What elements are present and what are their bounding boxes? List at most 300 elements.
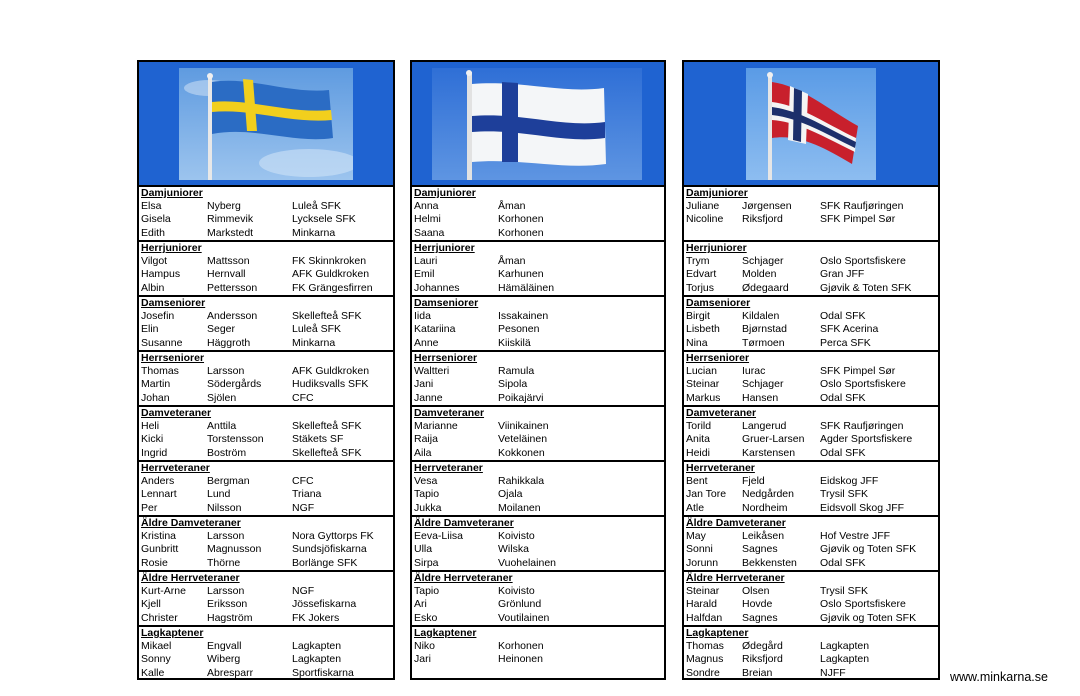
section-title: Äldre Damveteraner [686, 517, 786, 529]
participant-row [412, 598, 664, 611]
last-name: Sjölen [207, 391, 237, 404]
first-name: Janne [414, 391, 443, 404]
participant-row [139, 543, 393, 556]
last-name: Nyberg [207, 200, 241, 212]
section-title: Damveteraner [414, 407, 485, 419]
participant-row [139, 392, 393, 405]
club-name: SFK Pimpel Sør [820, 213, 896, 226]
club-name: Hof Vestre JFF [820, 530, 891, 542]
section-title: Damjuniorer [414, 187, 476, 199]
last-name: Ødegård [742, 640, 783, 652]
last-name: Viinikainen [498, 420, 549, 432]
section-title: Äldre Herrveteraner [686, 572, 785, 584]
last-name: Hovde [742, 598, 773, 611]
first-name: Josefin [141, 310, 175, 322]
club-name: Lycksele SFK [292, 213, 356, 226]
last-name: Åman [498, 255, 526, 267]
club-name: Minkarna [292, 336, 336, 349]
participant-row [684, 598, 938, 611]
first-name: Magnus [686, 653, 724, 666]
club-name: Sundsjöfiskarna [292, 543, 367, 556]
last-name: Hagström [207, 611, 253, 624]
last-name: Rahikkala [498, 475, 545, 487]
first-name: Johan [141, 391, 170, 404]
club-name: CFC [292, 475, 314, 487]
participant-row [684, 392, 938, 405]
club-name: Gjøvik og Toten SFK [820, 611, 917, 624]
first-name: Esko [414, 611, 438, 624]
first-name: Anders [141, 475, 175, 487]
club-name: Agder Sportsfiskere [820, 433, 913, 446]
last-name: Larsson [207, 365, 245, 377]
first-name: May [686, 530, 706, 542]
first-name: Tapio [414, 585, 440, 597]
roster-section [684, 352, 938, 407]
norway-flag-icon [746, 68, 876, 180]
roster-section [684, 572, 938, 627]
first-name: Hampus [141, 268, 181, 281]
roster-section [412, 297, 664, 352]
participant-row [139, 310, 393, 323]
section-title: Lagkaptener [414, 627, 477, 639]
first-name: Sondre [686, 666, 720, 679]
participant-row [139, 323, 393, 336]
section-title: Lagkaptener [686, 627, 749, 639]
club-name: FK Grängesfirren [292, 281, 373, 294]
roster-section [412, 407, 664, 462]
first-name: Kalle [141, 666, 165, 679]
first-name: Sonni [686, 543, 713, 556]
last-name: Sagnes [742, 611, 778, 624]
participant-row [139, 667, 393, 680]
first-name: Gisela [141, 213, 171, 226]
first-name: Elin [141, 323, 159, 336]
club-name: Skellefteå SFK [292, 420, 362, 432]
roster-sections [412, 187, 664, 678]
first-name: Jani [414, 378, 434, 391]
participant-row [139, 557, 393, 570]
participant-row [684, 200, 938, 213]
last-name: Ramula [498, 365, 535, 377]
first-name: Kicki [141, 433, 164, 446]
first-name: Anne [414, 336, 439, 349]
last-name: Boström [207, 446, 247, 459]
flag-panel-norway [684, 62, 938, 187]
first-name: Ulla [414, 543, 433, 556]
first-name: Steinar [686, 378, 720, 391]
last-name: Issakainen [498, 310, 549, 322]
participant-row [412, 420, 664, 433]
last-name: Karstensen [742, 446, 796, 459]
first-name: Iida [414, 310, 431, 322]
club-name: Jössefiskarna [292, 598, 357, 611]
first-name: Jukka [414, 501, 442, 514]
site-url: www.minkarna.se [950, 670, 1048, 684]
last-name: Korhonen [498, 226, 544, 239]
last-name: Mattsson [207, 255, 250, 267]
first-name: Elsa [141, 200, 162, 212]
first-name: Lisbeth [686, 323, 720, 336]
participant-row [139, 200, 393, 213]
section-title: Damseniorer [141, 297, 206, 309]
section-title: Damjuniorer [141, 187, 203, 199]
club-name: AFK Guldkroken [292, 365, 370, 377]
roster-section [139, 242, 393, 297]
club-name: Odal SFK [820, 556, 866, 569]
participant-row [139, 420, 393, 433]
first-name: Edvart [686, 268, 717, 281]
first-name: Vesa [414, 475, 438, 487]
first-name: Niko [414, 640, 436, 652]
section-title: Lagkaptener [141, 627, 204, 639]
participant-row [412, 667, 664, 680]
roster-section [684, 242, 938, 297]
roster-section [412, 572, 664, 627]
participant-row [684, 667, 938, 680]
first-name: Sonny [141, 653, 171, 666]
last-name: Koivisto [498, 530, 535, 542]
roster-section [412, 517, 664, 572]
first-name: Gunbritt [141, 543, 179, 556]
participant-row [139, 598, 393, 611]
flag-panel-finland [412, 62, 664, 187]
roster-section [412, 352, 664, 407]
first-name: Torild [686, 420, 712, 432]
last-name: Veteläinen [498, 433, 548, 446]
first-name: Nicoline [686, 213, 724, 226]
sweden-flag-icon [179, 68, 353, 180]
first-name: Kjell [141, 598, 161, 611]
column-finland [410, 60, 666, 680]
participant-row [412, 282, 664, 295]
club-name: CFC [292, 391, 314, 404]
first-name: Thomas [686, 640, 724, 652]
participant-row [412, 378, 664, 391]
last-name: Seger [207, 323, 236, 336]
first-name: Torjus [686, 281, 715, 294]
first-name: Edith [141, 226, 165, 239]
first-name: Ari [414, 598, 427, 611]
club-name: SFK Pimpel Sør [820, 365, 896, 377]
participant-row [684, 337, 938, 350]
last-name: Olsen [742, 585, 770, 597]
section-title: Äldre Herrveteraner [141, 572, 240, 584]
club-name: Eidsvoll Skog JFF [820, 501, 905, 514]
last-name: Korhonen [498, 213, 544, 226]
roster-section [139, 572, 393, 627]
club-name: Luleå SFK [292, 200, 342, 212]
participant-row [684, 475, 938, 488]
participant-row [684, 310, 938, 323]
first-name: Nina [686, 336, 708, 349]
last-name: Koivisto [498, 585, 535, 597]
last-name: Pesonen [498, 323, 540, 336]
last-name: Anttila [207, 420, 237, 432]
club-name: Sportfiskarna [292, 666, 354, 679]
participant-row [684, 612, 938, 625]
first-name: Heidi [686, 446, 710, 459]
last-name: Jørgensen [742, 200, 792, 212]
participant-row [684, 585, 938, 598]
participant-row [139, 488, 393, 501]
first-name: Halfdan [686, 611, 723, 624]
section-title: Herrseniorer [686, 352, 750, 364]
team-roster-sheet [137, 60, 940, 680]
first-name: Heli [141, 420, 160, 432]
participant-row [412, 392, 664, 405]
first-name: Anita [686, 433, 710, 446]
last-name: Vuohelainen [498, 556, 556, 569]
roster-section [684, 627, 938, 682]
participant-row [139, 585, 393, 598]
participant-row [139, 447, 393, 460]
section-title: Damseniorer [414, 297, 479, 309]
last-name: Riksfjord [742, 653, 783, 666]
first-name: Lauri [414, 255, 438, 267]
participant-row [412, 543, 664, 556]
last-name: Breian [742, 666, 773, 679]
participant-row [684, 557, 938, 570]
last-name: Pettersson [207, 281, 258, 294]
last-name: Hämäläinen [498, 281, 555, 294]
participant-row [684, 530, 938, 543]
participant-row [684, 543, 938, 556]
participant-row [139, 282, 393, 295]
last-name: Ødegaard [742, 281, 789, 294]
participant-row [412, 365, 664, 378]
section-title: Herrseniorer [141, 352, 205, 364]
first-name: Raija [414, 433, 438, 446]
last-name: Poikajärvi [498, 391, 544, 404]
roster-section [684, 297, 938, 352]
section-title: Herrjuniorer [414, 242, 475, 254]
flag-panel-sweden [139, 62, 393, 187]
club-name: NGF [292, 501, 315, 514]
last-name: Korhonen [498, 640, 544, 652]
section-title: Herrjuniorer [141, 242, 202, 254]
section-title: Herrveteraner [141, 462, 210, 474]
roster-section [684, 517, 938, 572]
roster-section [684, 187, 938, 242]
club-name: Oslo Sportsfiskere [820, 378, 906, 391]
section-title: Damseniorer [686, 297, 751, 309]
participant-row [412, 612, 664, 625]
last-name: Torstensson [207, 433, 264, 446]
participant-row [684, 282, 938, 295]
club-name: Lagkapten [820, 653, 870, 666]
first-name: Albin [141, 281, 165, 294]
last-name: Abresparr [207, 666, 254, 679]
participant-row [412, 530, 664, 543]
participant-row [412, 585, 664, 598]
last-name: Iurac [742, 365, 766, 377]
last-name: Engvall [207, 640, 242, 652]
first-name: Emil [414, 268, 435, 281]
last-name: Nordheim [742, 501, 788, 514]
participant-row [412, 502, 664, 515]
club-name: Oslo Sportsfiskere [820, 255, 906, 267]
first-name: Juliane [686, 200, 720, 212]
first-name: Ingrid [141, 446, 168, 459]
last-name: Bergman [207, 475, 250, 487]
first-name: Bent [686, 475, 708, 487]
participant-row [684, 213, 938, 226]
first-name: Steinar [686, 585, 720, 597]
column-sweden [137, 60, 395, 680]
first-name: Kristina [141, 530, 177, 542]
first-name: Waltteri [414, 365, 450, 377]
roster-section [139, 627, 393, 682]
club-name: Perca SFK [820, 336, 871, 349]
participant-row [139, 213, 393, 226]
participant-row [684, 488, 938, 501]
participant-row [412, 447, 664, 460]
first-name: Eeva-Liisa [414, 530, 464, 542]
last-name: Gruer-Larsen [742, 433, 805, 446]
last-name: Nilsson [207, 501, 242, 514]
club-name: Odal SFK [820, 310, 866, 322]
first-name: Tapio [414, 488, 440, 501]
participant-row [139, 433, 393, 446]
participant-row [139, 268, 393, 281]
club-name: Borlänge SFK [292, 556, 358, 569]
first-name: Anna [414, 200, 439, 212]
participant-row [139, 255, 393, 268]
club-name: Skellefteå SFK [292, 310, 362, 322]
participant-row [139, 227, 393, 240]
first-name: Aila [414, 446, 432, 459]
last-name: Sipola [498, 378, 528, 391]
last-name: Rimmevik [207, 213, 254, 226]
participant-row [139, 612, 393, 625]
participant-row [139, 530, 393, 543]
first-name: Jorunn [686, 556, 719, 569]
club-name: Lagkapten [292, 653, 342, 666]
club-name: Stäkets SF [292, 433, 344, 446]
club-name: Odal SFK [820, 391, 866, 404]
last-name: Wilska [498, 543, 529, 556]
section-title: Damjuniorer [686, 187, 748, 199]
roster-section [139, 462, 393, 517]
section-title: Äldre Damveteraner [414, 517, 514, 529]
club-name: Luleå SFK [292, 323, 342, 336]
last-name: Södergårds [207, 378, 262, 391]
column-norway [682, 60, 940, 680]
first-name: Saana [414, 226, 445, 239]
club-name: AFK Guldkroken [292, 268, 370, 281]
club-name: Minkarna [292, 226, 336, 239]
first-name: Lennart [141, 488, 177, 501]
last-name: Hernvall [207, 268, 246, 281]
participant-row [684, 268, 938, 281]
club-name: FK Skinnkroken [292, 255, 367, 267]
section-title: Herrveteraner [414, 462, 483, 474]
first-name: Per [141, 501, 158, 514]
last-name: Eriksson [207, 598, 248, 611]
participant-row [412, 268, 664, 281]
last-name: Grönlund [498, 598, 542, 611]
club-name: SFK Raufjøringen [820, 420, 904, 432]
roster-sections [139, 187, 393, 678]
finland-flag-icon [432, 68, 642, 180]
last-name: Larsson [207, 585, 245, 597]
participant-row [684, 420, 938, 433]
participant-row [139, 378, 393, 391]
roster-section [684, 462, 938, 517]
last-name: Ojala [498, 488, 523, 501]
participant-row [684, 433, 938, 446]
last-name: Heinonen [498, 653, 543, 666]
last-name: Voutilainen [498, 611, 550, 624]
last-name: Leikåsen [742, 530, 785, 542]
first-name: Katariina [414, 323, 456, 336]
section-title: Äldre Herrveteraner [414, 572, 513, 584]
roster-section [412, 242, 664, 297]
participant-row [139, 475, 393, 488]
last-name: Hansen [742, 391, 779, 404]
participant-row [684, 653, 938, 666]
section-title: Damveteraner [686, 407, 757, 419]
last-name: Bekkensten [742, 556, 797, 569]
last-name: Häggroth [207, 336, 251, 349]
first-name: Helmi [414, 213, 441, 226]
club-name: SFK Raufjøringen [820, 200, 904, 212]
participant-row [412, 323, 664, 336]
section-title: Herrveteraner [686, 462, 755, 474]
participant-row [684, 378, 938, 391]
last-name: Wiberg [207, 653, 241, 666]
section-title: Damveteraner [141, 407, 212, 419]
last-name: Nedgården [742, 488, 794, 501]
participant-row [684, 447, 938, 460]
club-name: Oslo Sportsfiskere [820, 598, 906, 611]
first-name: Trym [686, 255, 710, 267]
participant-row [684, 323, 938, 336]
participant-row [684, 640, 938, 653]
participant-row [684, 365, 938, 378]
last-name: Riksfjord [742, 213, 783, 226]
section-title: Herrseniorer [414, 352, 478, 364]
first-name: Martin [141, 378, 171, 391]
first-name: Kurt-Arne [141, 585, 186, 597]
first-name: Christer [141, 611, 178, 624]
first-name: Marianne [414, 420, 458, 432]
club-name: Gjøvik & Toten SFK [820, 281, 912, 294]
club-name: Trysil SFK [820, 585, 869, 597]
last-name: Tørmoen [742, 336, 785, 349]
participant-row [412, 255, 664, 268]
club-name: Trysil SFK [820, 488, 869, 501]
first-name: Lucian [686, 365, 717, 377]
last-name: Sagnes [742, 543, 778, 556]
participant-row [412, 640, 664, 653]
club-name: Lagkapten [292, 640, 342, 652]
last-name: Åman [498, 200, 526, 212]
last-name: Lund [207, 488, 231, 501]
participant-row [412, 653, 664, 666]
last-name: Thörne [207, 556, 241, 569]
last-name: Larsson [207, 530, 245, 542]
first-name: Mikael [141, 640, 172, 652]
last-name: Magnusson [207, 543, 262, 556]
first-name: Rosie [141, 556, 168, 569]
roster-sections [684, 187, 938, 678]
last-name: Langerud [742, 420, 787, 432]
first-name: Johannes [414, 281, 460, 294]
participant-row [684, 502, 938, 515]
club-name: Odal SFK [820, 446, 866, 459]
first-name: Vilgot [141, 255, 168, 267]
